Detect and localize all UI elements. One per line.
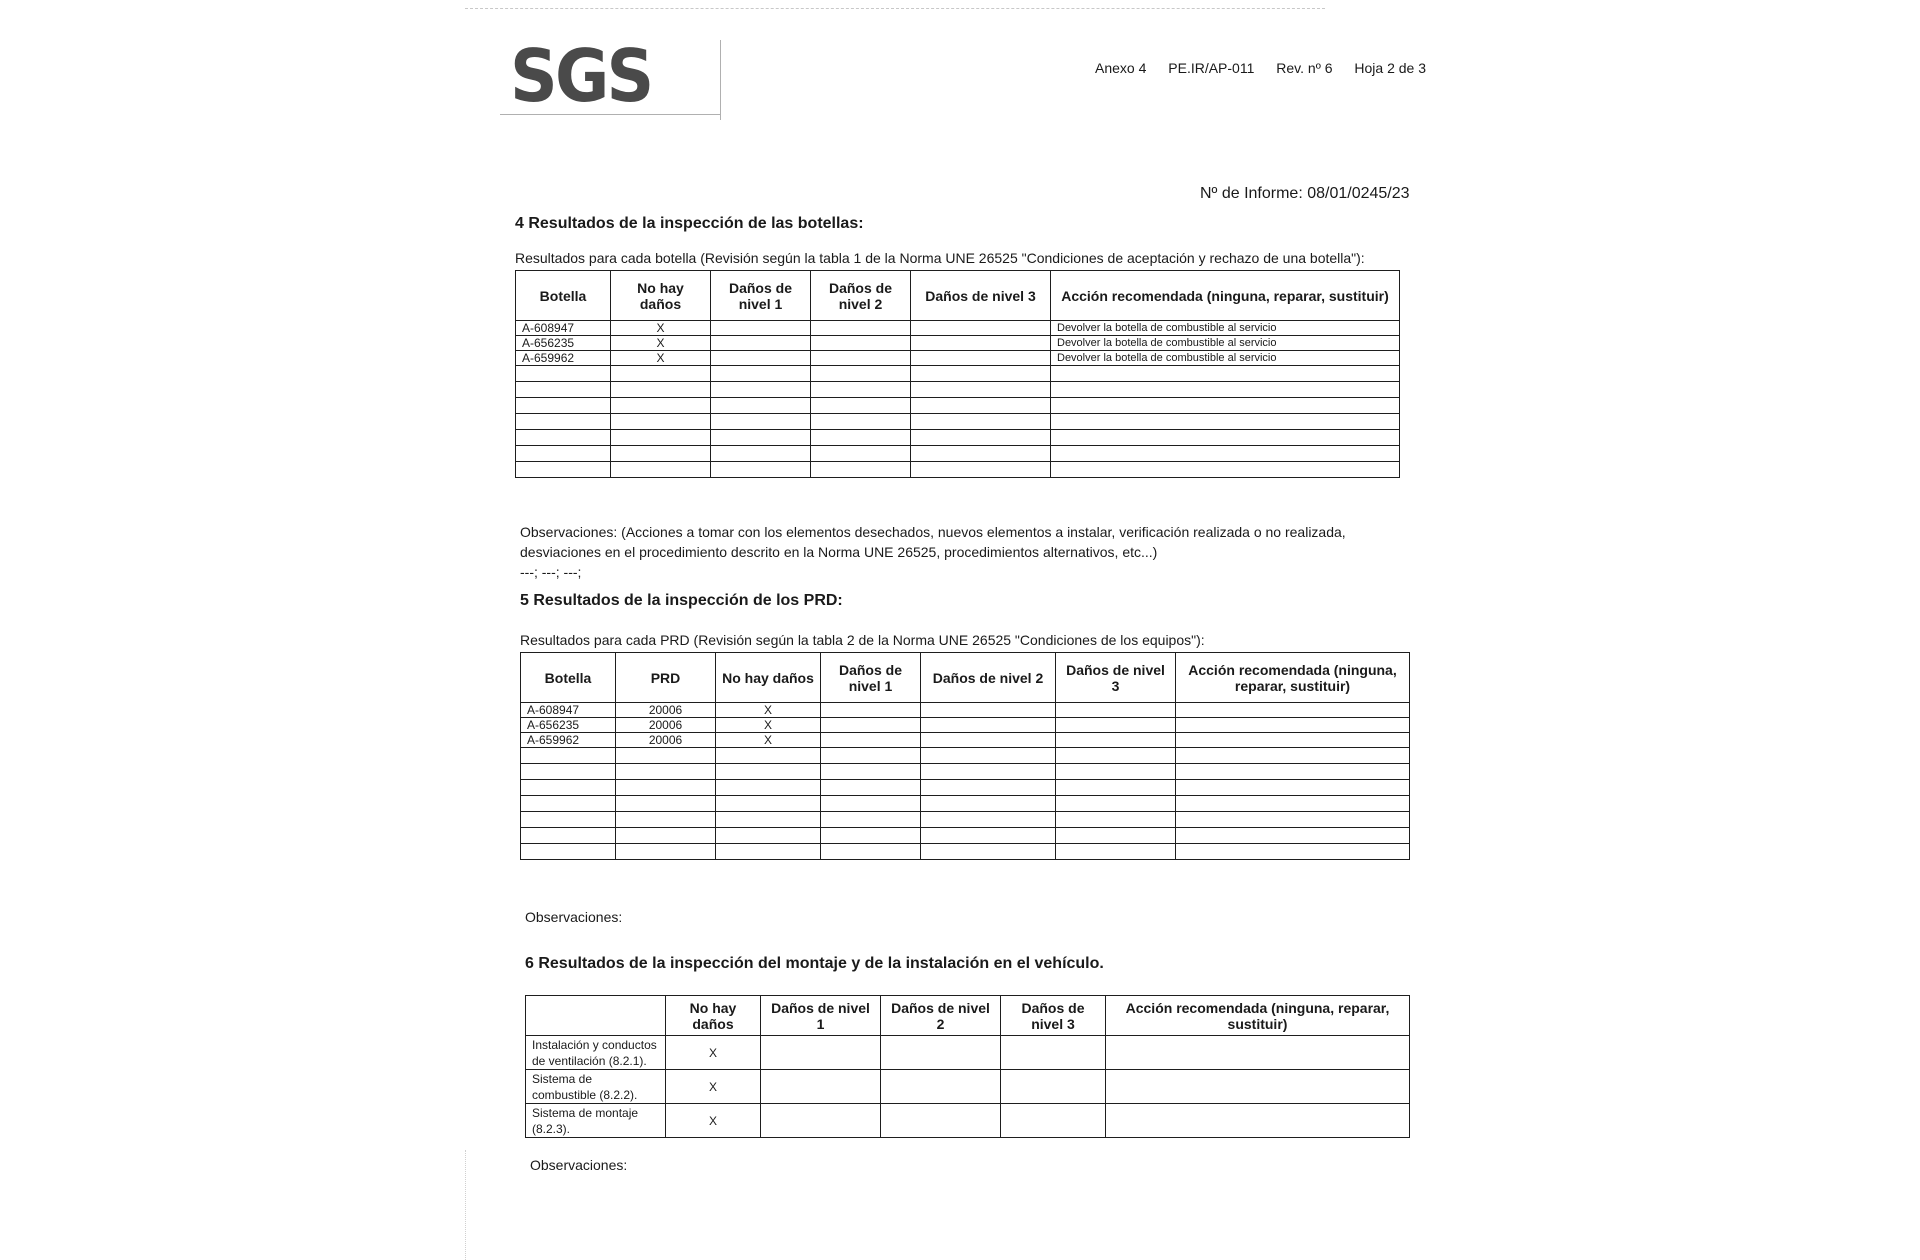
table-cell bbox=[1056, 718, 1176, 733]
margin-mark bbox=[465, 1150, 466, 1260]
table-row bbox=[521, 733, 1410, 748]
table-cell bbox=[1176, 703, 1410, 718]
section-5-observations: Observaciones: bbox=[525, 909, 623, 925]
table-cell bbox=[716, 828, 821, 844]
table-cell bbox=[761, 1070, 881, 1104]
table-cell bbox=[1056, 780, 1176, 796]
column-header: Acción recomendada (ninguna, reparar, sustituir) bbox=[1176, 653, 1410, 703]
table-cell bbox=[521, 812, 616, 828]
column-header: Daños de nivel 3 bbox=[911, 271, 1051, 321]
table-cell bbox=[911, 462, 1051, 478]
table-cell bbox=[811, 430, 911, 446]
table-cell bbox=[821, 796, 921, 812]
table-cell bbox=[1056, 748, 1176, 764]
damage-level-1-cell bbox=[711, 351, 811, 366]
table-cell bbox=[811, 366, 911, 382]
revision-label: Rev. nº 6 bbox=[1276, 60, 1333, 76]
procedure-code: PE.IR/AP-011 bbox=[1168, 60, 1255, 76]
damage-level-1-cell bbox=[711, 321, 811, 336]
table-cell bbox=[516, 446, 611, 462]
column-header: Acción recomendada (ninguna, reparar, sustituir) bbox=[1106, 996, 1410, 1036]
table-cell bbox=[716, 812, 821, 828]
section-4-observations bbox=[520, 522, 1420, 582]
table-cell bbox=[1051, 398, 1400, 414]
logo-text: SGS bbox=[510, 34, 652, 118]
action-cell: Devolver la botella de combustible al servicio bbox=[1051, 351, 1400, 366]
table-cell bbox=[616, 796, 716, 812]
section-6-title: 6 Resultados de la inspección del montaje y de la instalación en el vehículo. bbox=[525, 955, 1104, 972]
table-cell bbox=[821, 748, 921, 764]
table-row-empty bbox=[516, 430, 1400, 446]
table-row-empty bbox=[521, 748, 1410, 764]
prd-cell: 20006 bbox=[616, 733, 716, 748]
table-cell bbox=[711, 462, 811, 478]
table-cell bbox=[921, 828, 1056, 844]
table-cell bbox=[1176, 748, 1410, 764]
observations-value: ---; ---; ---; bbox=[520, 564, 582, 580]
table-cell bbox=[911, 414, 1051, 430]
table-cell bbox=[821, 764, 921, 780]
table-cell bbox=[911, 382, 1051, 398]
table-cell bbox=[1176, 844, 1410, 860]
table-row bbox=[516, 321, 1400, 336]
table-row-empty bbox=[521, 780, 1410, 796]
table-cell bbox=[921, 796, 1056, 812]
table-cell bbox=[716, 796, 821, 812]
table-cell bbox=[911, 430, 1051, 446]
table-cell bbox=[1176, 796, 1410, 812]
table-cell bbox=[1051, 366, 1400, 382]
no-damage-cell: X bbox=[666, 1104, 761, 1138]
inspection-item-cell: Sistema de montaje (8.2.3). bbox=[526, 1104, 666, 1138]
damage-level-2-cell bbox=[811, 321, 911, 336]
table-cell bbox=[711, 430, 811, 446]
column-header: Daños de nivel 1 bbox=[761, 996, 881, 1036]
bottle-id-cell: A-608947 bbox=[521, 703, 616, 718]
table-cell bbox=[711, 446, 811, 462]
table-cell bbox=[821, 703, 921, 718]
table-cell bbox=[1056, 796, 1176, 812]
table-cell bbox=[1051, 414, 1400, 430]
table-cell bbox=[921, 812, 1056, 828]
table-row-empty bbox=[521, 764, 1410, 780]
action-cell: Devolver la botella de combustible al servicio bbox=[1051, 321, 1400, 336]
section-5-title: 5 Resultados de la inspección de los PRD: bbox=[520, 592, 843, 609]
table-cell bbox=[881, 1036, 1001, 1070]
table-cell bbox=[611, 430, 711, 446]
table-cell bbox=[521, 796, 616, 812]
table-header-row bbox=[526, 996, 1410, 1036]
table-cell bbox=[921, 733, 1056, 748]
table-cell bbox=[1056, 812, 1176, 828]
column-header: Daños de nivel 3 bbox=[1056, 653, 1176, 703]
prd-cell: 20006 bbox=[616, 703, 716, 718]
table-row bbox=[521, 718, 1410, 733]
table-cell bbox=[521, 828, 616, 844]
section-6-observations: Observaciones: bbox=[530, 1157, 628, 1173]
table-cell bbox=[1051, 462, 1400, 478]
table-cell bbox=[521, 764, 616, 780]
bottle-id-cell: A-656235 bbox=[516, 336, 611, 351]
table-row bbox=[516, 351, 1400, 366]
no-damage-cell: X bbox=[716, 733, 821, 748]
table-cell bbox=[911, 398, 1051, 414]
section-4-title: 4 Resultados de la inspección de las botellas: bbox=[515, 215, 864, 232]
table-cell bbox=[1056, 844, 1176, 860]
observations-label: Observaciones: (Acciones a tomar con los elementos desechados, nuevos elementos a instalar, verificación realizada o no realizada, desviaciones en el procedimiento descrito en la Norma UNE 26525, procedimientos alternativos, etc...) bbox=[520, 524, 1346, 560]
table-cell bbox=[1176, 718, 1410, 733]
document-page bbox=[465, 0, 1450, 1260]
table-row-empty bbox=[516, 398, 1400, 414]
table-cell bbox=[711, 366, 811, 382]
table-cell bbox=[821, 733, 921, 748]
table-cell bbox=[716, 764, 821, 780]
table-cell bbox=[516, 462, 611, 478]
table-cell bbox=[521, 748, 616, 764]
bottle-results-table bbox=[515, 270, 1400, 478]
table-cell bbox=[1051, 446, 1400, 462]
table-cell bbox=[1056, 703, 1176, 718]
table-cell bbox=[516, 414, 611, 430]
table-cell bbox=[611, 398, 711, 414]
prd-results-table bbox=[520, 652, 1410, 860]
no-damage-cell: X bbox=[666, 1036, 761, 1070]
table-cell bbox=[1176, 780, 1410, 796]
table-cell bbox=[821, 780, 921, 796]
table-cell bbox=[711, 414, 811, 430]
table-cell bbox=[611, 446, 711, 462]
table-cell bbox=[811, 446, 911, 462]
table-cell bbox=[761, 1104, 881, 1138]
no-damage-cell: X bbox=[716, 718, 821, 733]
bottle-id-cell: A-656235 bbox=[521, 718, 616, 733]
logo bbox=[510, 34, 664, 118]
table-cell bbox=[1001, 1070, 1106, 1104]
table-cell bbox=[611, 414, 711, 430]
table-cell bbox=[921, 764, 1056, 780]
column-header: Daños de nivel 2 bbox=[881, 996, 1001, 1036]
column-header: PRD bbox=[616, 653, 716, 703]
table-row-empty bbox=[516, 382, 1400, 398]
table-header-row bbox=[521, 653, 1410, 703]
table-cell bbox=[811, 398, 911, 414]
column-header: Acción recomendada (ninguna, reparar, sustituir) bbox=[1051, 271, 1400, 321]
sheet-label: Hoja 2 de 3 bbox=[1354, 60, 1426, 76]
table-cell bbox=[616, 828, 716, 844]
table-cell bbox=[811, 414, 911, 430]
table-row bbox=[526, 1036, 1410, 1070]
table-row bbox=[526, 1070, 1410, 1104]
table-cell bbox=[616, 812, 716, 828]
table-cell bbox=[1001, 1036, 1106, 1070]
damage-level-2-cell bbox=[811, 351, 911, 366]
table-cell bbox=[1176, 733, 1410, 748]
column-header: Botella bbox=[521, 653, 616, 703]
table-row-empty bbox=[521, 812, 1410, 828]
column-header: No hay daños bbox=[666, 996, 761, 1036]
table-cell bbox=[1051, 430, 1400, 446]
table-cell bbox=[1056, 733, 1176, 748]
table-row-empty bbox=[516, 446, 1400, 462]
inspection-item-cell: Instalación y conductos de ventilación (8.2.1). bbox=[526, 1036, 666, 1070]
table-cell bbox=[516, 398, 611, 414]
annex-label: Anexo 4 bbox=[1095, 60, 1147, 76]
table-cell bbox=[821, 812, 921, 828]
prd-cell: 20006 bbox=[616, 718, 716, 733]
section-5-intro: Resultados para cada PRD (Revisión según la tabla 2 de la Norma UNE 26525 "Condiciones de los equipos"): bbox=[520, 632, 1205, 648]
no-damage-cell: X bbox=[666, 1070, 761, 1104]
table-cell bbox=[716, 748, 821, 764]
table-cell bbox=[921, 748, 1056, 764]
table-row-empty bbox=[521, 844, 1410, 860]
no-damage-cell: X bbox=[716, 703, 821, 718]
top-rule bbox=[465, 8, 1325, 9]
table-row-empty bbox=[516, 414, 1400, 430]
table-cell bbox=[516, 382, 611, 398]
table-row bbox=[516, 336, 1400, 351]
column-header bbox=[526, 996, 666, 1036]
no-damage-cell: X bbox=[611, 336, 711, 351]
table-cell bbox=[911, 366, 1051, 382]
table-cell bbox=[1056, 764, 1176, 780]
damage-level-3-cell bbox=[911, 336, 1051, 351]
column-header: Daños de nivel 3 bbox=[1001, 996, 1106, 1036]
damage-level-3-cell bbox=[911, 321, 1051, 336]
table-cell bbox=[821, 828, 921, 844]
table-row-empty bbox=[516, 462, 1400, 478]
table-cell bbox=[921, 780, 1056, 796]
table-header-row bbox=[516, 271, 1400, 321]
table-cell bbox=[821, 718, 921, 733]
bottle-id-cell: A-608947 bbox=[516, 321, 611, 336]
table-cell bbox=[716, 780, 821, 796]
inspection-item-cell: Sistema de combustible (8.2.2). bbox=[526, 1070, 666, 1104]
table-cell bbox=[711, 398, 811, 414]
bottle-id-cell: A-659962 bbox=[521, 733, 616, 748]
table-cell bbox=[616, 844, 716, 860]
table-cell bbox=[616, 780, 716, 796]
table-cell bbox=[611, 462, 711, 478]
table-cell bbox=[1001, 1104, 1106, 1138]
column-header: No hay daños bbox=[611, 271, 711, 321]
column-header: Daños de nivel 2 bbox=[921, 653, 1056, 703]
column-header: Daños de nivel 1 bbox=[821, 653, 921, 703]
damage-level-2-cell bbox=[811, 336, 911, 351]
table-cell bbox=[716, 844, 821, 860]
damage-level-3-cell bbox=[911, 351, 1051, 366]
no-damage-cell: X bbox=[611, 351, 711, 366]
damage-level-1-cell bbox=[711, 336, 811, 351]
table-cell bbox=[1051, 382, 1400, 398]
table-row-empty bbox=[516, 366, 1400, 382]
table-cell bbox=[881, 1070, 1001, 1104]
table-cell bbox=[1106, 1104, 1410, 1138]
table-cell bbox=[811, 382, 911, 398]
table-cell bbox=[611, 366, 711, 382]
action-cell: Devolver la botella de combustible al servicio bbox=[1051, 336, 1400, 351]
column-header: Daños de nivel 1 bbox=[711, 271, 811, 321]
table-cell bbox=[921, 703, 1056, 718]
table-cell bbox=[881, 1104, 1001, 1138]
table-row-empty bbox=[521, 828, 1410, 844]
table-cell bbox=[1176, 828, 1410, 844]
table-cell bbox=[911, 446, 1051, 462]
table-cell bbox=[921, 844, 1056, 860]
table-cell bbox=[1176, 812, 1410, 828]
table-cell bbox=[821, 844, 921, 860]
table-row bbox=[521, 703, 1410, 718]
table-cell bbox=[521, 780, 616, 796]
table-cell bbox=[516, 430, 611, 446]
table-cell bbox=[1176, 764, 1410, 780]
table-cell bbox=[616, 764, 716, 780]
column-header: Daños de nivel 2 bbox=[811, 271, 911, 321]
column-header: Botella bbox=[516, 271, 611, 321]
table-row-empty bbox=[521, 796, 1410, 812]
document-reference bbox=[1095, 60, 1444, 76]
table-cell bbox=[811, 462, 911, 478]
bottle-id-cell: A-659962 bbox=[516, 351, 611, 366]
table-cell bbox=[1056, 828, 1176, 844]
installation-results-table bbox=[525, 995, 1410, 1138]
no-damage-cell: X bbox=[611, 321, 711, 336]
table-cell bbox=[761, 1036, 881, 1070]
column-header: No hay daños bbox=[716, 653, 821, 703]
table-cell bbox=[711, 382, 811, 398]
table-cell bbox=[521, 844, 616, 860]
section-4-intro: Resultados para cada botella (Revisión según la tabla 1 de la Norma UNE 26525 "Condiciones de aceptación y rechazo de una botella"): bbox=[515, 250, 1365, 266]
table-cell bbox=[611, 382, 711, 398]
report-number: Nº de Informe: 08/01/0245/23 bbox=[1200, 185, 1410, 202]
table-cell bbox=[1106, 1036, 1410, 1070]
table-cell bbox=[1106, 1070, 1410, 1104]
table-row bbox=[526, 1104, 1410, 1138]
table-cell bbox=[616, 748, 716, 764]
table-cell bbox=[516, 366, 611, 382]
table-cell bbox=[921, 718, 1056, 733]
